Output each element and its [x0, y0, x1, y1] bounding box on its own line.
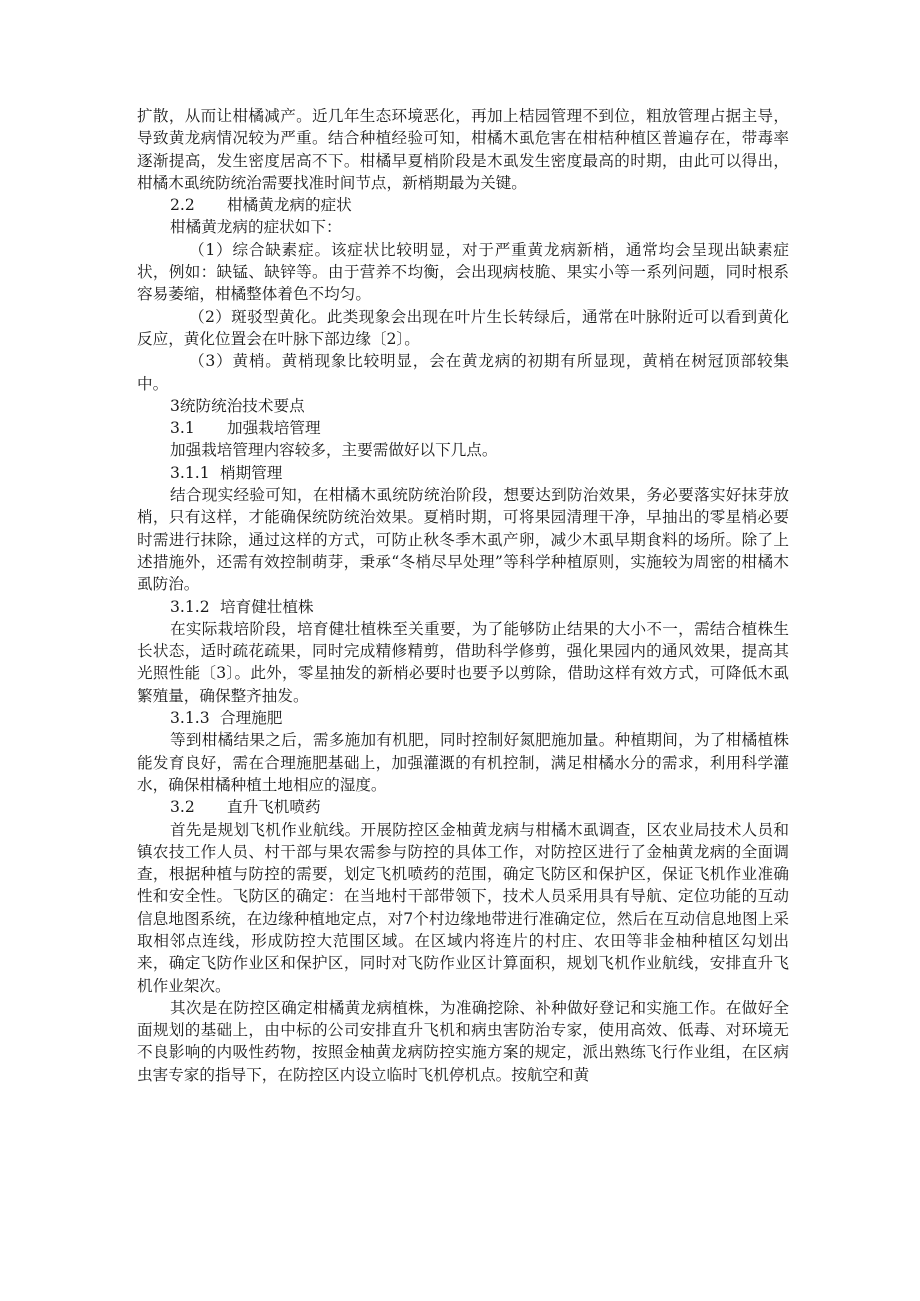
section-number: 3.1.2: [170, 597, 210, 616]
section-number: 3.1.1: [170, 463, 210, 482]
section-heading-3-2: [137, 796, 789, 818]
paragraph-cultivation-intro: 加强栽培管理内容较多，主要需做好以下几点。: [170, 441, 498, 460]
section-title: 直升飞机喷药: [227, 798, 321, 817]
section-title: 柑橘黄龙病的症状: [227, 196, 352, 215]
section-title: 合理施肥: [220, 709, 283, 728]
list-item-symptom-2: （2）斑驳型黄化。此类现象会出现在叶片生长转绿后，通常在叶脉附近可以看到黄化反应，黄化位置会在叶脉下部边缘〔2〕。: [137, 307, 789, 348]
section-number: 3.1: [170, 419, 195, 438]
paragraph-fertilization: 等到柑橘结果之后，需多施加有机肥，同时控制好氮肥施加量。种植期间，为了柑橘植株能发育良好，需在合理施肥基础上，加强灌溉的有机控制，满足柑橘水分的需求，利用科学灌水，确保柑橘种植土地相应的湿度。: [137, 731, 789, 794]
section-heading-2-2: [137, 194, 789, 216]
paragraph-continuation: 扩散，从而让柑橘减产。近几年生态环境恶化，再加上桔园管理不到位，粗放管理占据主导，导致黄龙病情况较为严重。结合种植经验可知，柑橘木虱危害在柑桔种植区普遍存在，带毒率逐渐提高，发生密度居高不下。柑橘早夏梢阶段是木虱发生密度最高的时期，由此可以得出，柑橘木虱统防统治需要找准时间节点，新梢期最为关键。: [137, 107, 789, 192]
section-heading-3: 3统防统治技术要点: [170, 396, 305, 415]
section-number: 2.2: [170, 196, 195, 215]
section-heading-3-1-3: [137, 707, 789, 729]
section-title: 加强栽培管理: [227, 419, 321, 438]
list-item-symptom-3: （3）黄梢。黄梢现象比较明显，会在黄龙病的初期有所显现，黄梢在树冠顶部较集中。: [137, 352, 789, 393]
section-heading-3-1: [137, 417, 789, 439]
paragraph-healthy-plants: 在实际栽培阶段，培育健壮植株至关重要，为了能够防止结果的大小不一，需结合植株生长状态，适时疏花疏果，同时完成精修精剪，借助科学修剪，强化果园内的通风效果，提高其光照性能〔3〕。此外，零星抽发的新梢必要时也要予以剪除，借助这样有效方式，可降低木虱繁殖量，确保整齐抽发。: [137, 619, 789, 705]
paragraph-flight-planning: 首先是规划飞机作业航线。开展防控区金柚黄龙病与柑橘木虱调查，区农业局技术人员和镇农技工作人员、村干部与果农需参与防控的具体工作，对防控区进行了金柚黄龙病的全面调查，根据种植与防控的需要，划定飞机喷药的范围，确定飞防区和保护区，保证飞机作业准确性和安全性。飞防区的确定：在当地村干部带领下，技术人员采用具有导航、定位功能的互动信息地图系统，在边缘种植地定点，对7个村边缘地带进行准确定位，然后在互动信息地图上采取相邻点连线，形成防控大范围区域。在区域内将连片的村庄、农田等非金柚种植区勾划出来，确定飞防作业区和保护区，同时对飞防作业区计算面积，规划飞机作业航线，安排直升飞机作业架次。: [137, 820, 789, 995]
section-title: 培育健壮植株: [220, 597, 314, 616]
paragraph-shoot-management: 结合现实经验可知，在柑橘木虱统防统治阶段，想要达到防治效果，务必要落实好抹芽放梢，只有这样，才能确保统防统治效果。夏梢时期，可将果园清理干净，早抽出的零星梢必要时需进行抹除，通过这样的方式，可防止秋冬季木虱产卵，减少木虱早期食料的场所。除了上述措施外，还需有效控制萌芽，秉承“冬梢尽早处理”等科学种植原则，实施较为周密的柑橘木虱防治。: [137, 486, 789, 594]
section-heading-3-1-2: [137, 596, 789, 618]
paragraph-infected-plants: 其次是在防控区确定柑橘黄龙病植株，为准确挖除、补种做好登记和实施工作。在做好全面规划的基础上，由中标的公司安排直升飞机和病虫害防治专家，使用高效、低毒、对环境无不良影响的内吸性药物，按照金柚黄龙病防控实施方案的规定，派出熟练飞行作业组，在区病虫害专家的指导下，在防控区内设立临时飞机停机点。按航空和黄: [137, 998, 789, 1084]
section-title: 梢期管理: [220, 463, 283, 482]
list-item-symptom-1: （1）综合缺素症。该症状比较明显，对于严重黄龙病新梢，通常均会呈现出缺素症状，例如：缺锰、缺锌等。由于营养不均衡，会出现病枝脆、果实小等一系列问题，同时根系容易萎缩，柑橘整体着色不均匀。: [137, 240, 789, 304]
section-heading-3-1-1: [137, 462, 789, 484]
section-number: 3.1.3: [170, 709, 210, 728]
document-page: [137, 105, 789, 1086]
paragraph-intro-symptoms: 柑橘黄龙病的症状如下：: [170, 218, 342, 237]
section-number: 3.2: [170, 798, 195, 817]
